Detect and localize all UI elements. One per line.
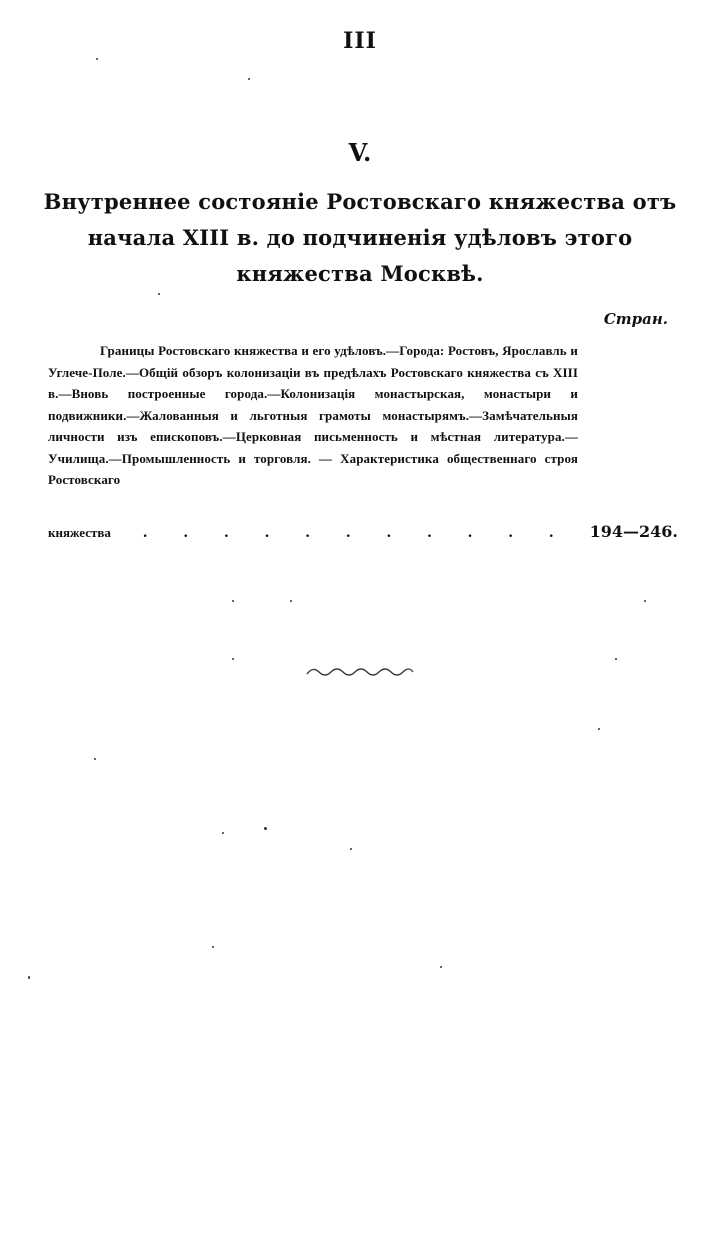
scan-speck bbox=[440, 966, 442, 968]
contents-entry-text: Границы Ростовскаго княжества и его удѣловъ.—Города: Ростовъ, Ярославль и Углече-Поле.—Общій обзоръ колонизаціи въ предѣлахъ Ростовскаго княжества съ XIII в.—Вновь построенные города.—Колонизація монастырская, монастыри и подвижники.—Жалованныя и льготныя грамоты монастырямъ.—Замѣчательныя личности изъ епископовъ.—Церковная письменность и мѣстная литература.—Училища.—Промышленность и торговля. — Характеристика общественнаго строя Ростовскаго bbox=[48, 343, 578, 487]
scan-speck bbox=[94, 758, 96, 760]
scan-speck bbox=[96, 58, 98, 60]
decorative-divider bbox=[0, 664, 720, 684]
dot-leader: . . . . . . . . . . . bbox=[143, 524, 554, 541]
contents-entry-last-word: княжества bbox=[48, 525, 111, 540]
chapter-number: V. bbox=[348, 138, 372, 167]
scan-speck bbox=[28, 976, 30, 979]
scan-speck bbox=[264, 827, 267, 830]
page-column-label: Стран. bbox=[603, 310, 668, 328]
squiggle-ornament-icon bbox=[305, 664, 415, 680]
page-number: III bbox=[343, 28, 377, 54]
chapter-title-line-2: начала XIII в. до подчиненія удѣловъ этого bbox=[87, 225, 633, 250]
scan-speck bbox=[598, 728, 600, 730]
contents-entry-pages: 194—246. bbox=[589, 522, 678, 541]
scan-speck bbox=[615, 658, 617, 660]
scan-speck bbox=[212, 946, 214, 948]
contents-entry-last-line bbox=[48, 522, 678, 544]
scan-speck bbox=[232, 658, 234, 660]
chapter-title-line-3: княжества Москвѣ. bbox=[236, 261, 484, 286]
chapter-title bbox=[30, 184, 690, 292]
scan-speck bbox=[222, 832, 224, 834]
scan-speck bbox=[248, 78, 250, 80]
scan-speck bbox=[350, 848, 352, 850]
scan-speck bbox=[232, 600, 234, 602]
chapter-title-line-1: Внутреннее состояніе Ростовскаго княжества отъ bbox=[43, 189, 677, 214]
scan-speck bbox=[644, 600, 646, 602]
scan-speck bbox=[158, 293, 160, 295]
scan-speck bbox=[290, 600, 292, 602]
